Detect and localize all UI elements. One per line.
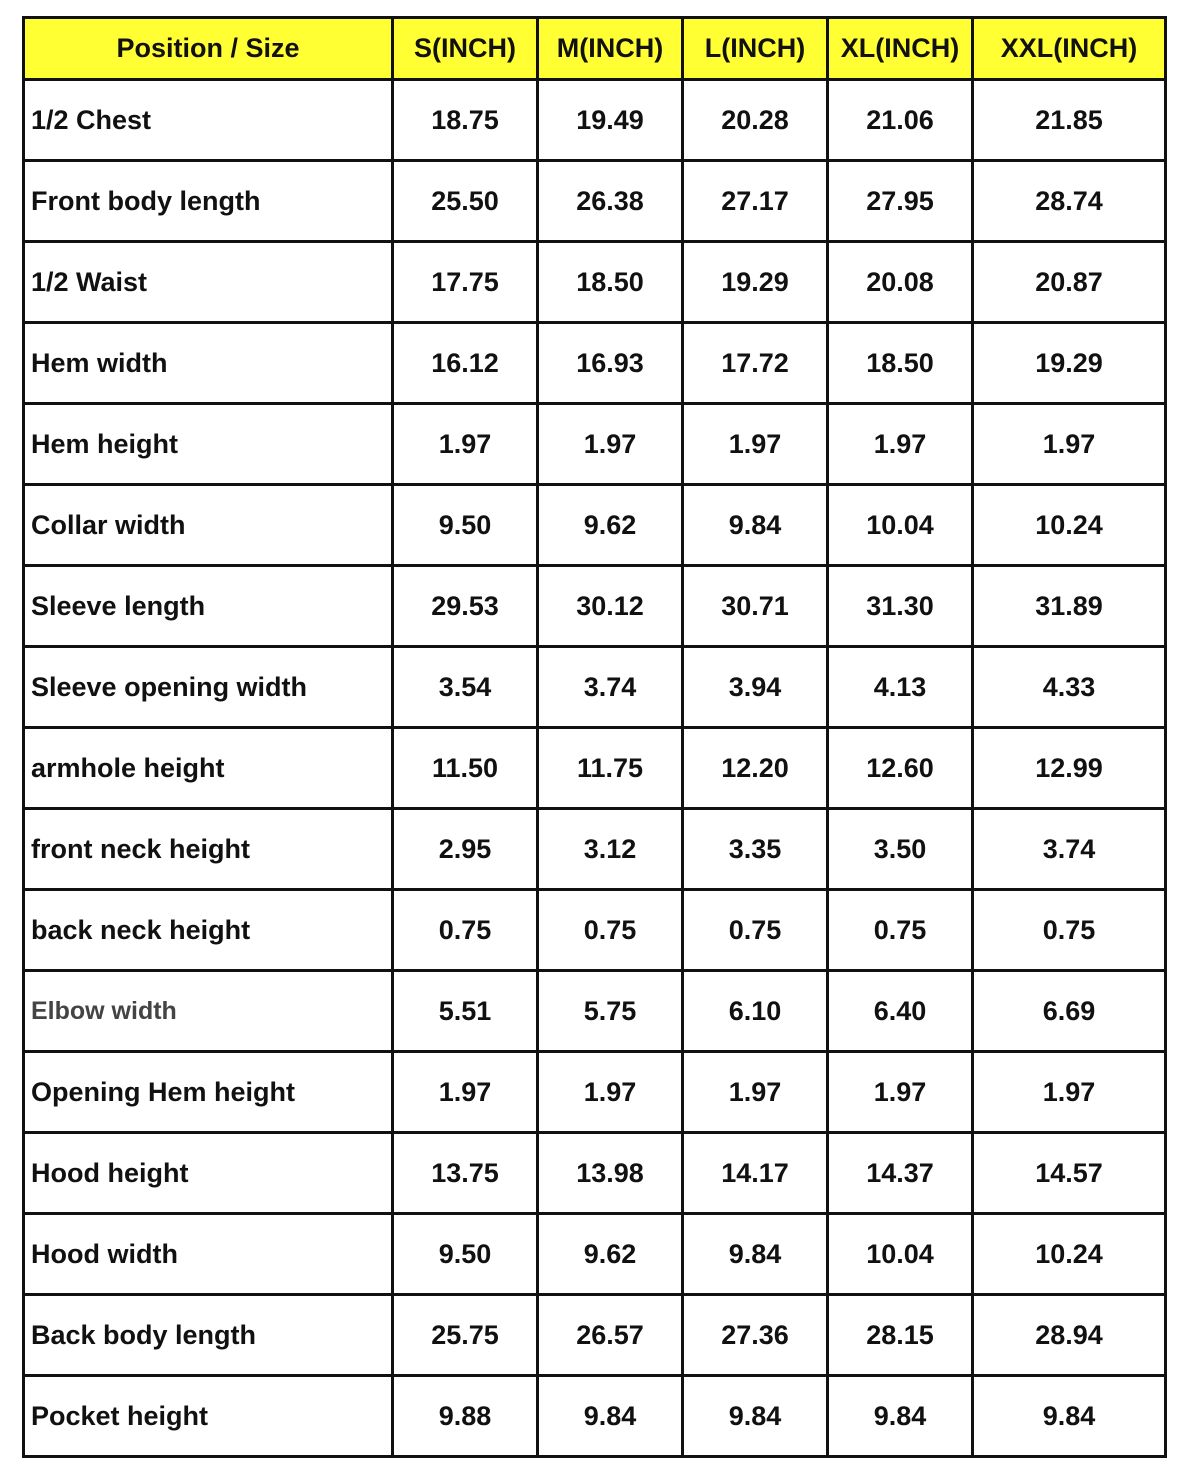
cell-m: 0.75 — [538, 890, 683, 971]
cell-s: 25.50 — [393, 161, 538, 242]
cell-s: 9.50 — [393, 1214, 538, 1295]
cell-xxl: 28.94 — [973, 1295, 1166, 1376]
table-row — [24, 1214, 1166, 1295]
cell-l: 30.71 — [683, 566, 828, 647]
header-size-xl: XL(INCH) — [828, 18, 973, 80]
table-row — [24, 1133, 1166, 1214]
cell-m: 30.12 — [538, 566, 683, 647]
row-label: Elbow width — [24, 971, 393, 1052]
cell-s: 2.95 — [393, 809, 538, 890]
cell-m: 16.93 — [538, 323, 683, 404]
cell-xl: 21.06 — [828, 80, 973, 161]
size-chart-table — [22, 16, 1167, 1458]
cell-xxl: 20.87 — [973, 242, 1166, 323]
cell-l: 12.20 — [683, 728, 828, 809]
cell-s: 13.75 — [393, 1133, 538, 1214]
cell-l: 0.75 — [683, 890, 828, 971]
table-row — [24, 647, 1166, 728]
cell-xxl: 19.29 — [973, 323, 1166, 404]
cell-xl: 1.97 — [828, 1052, 973, 1133]
cell-l: 27.36 — [683, 1295, 828, 1376]
cell-xl: 0.75 — [828, 890, 973, 971]
cell-s: 9.50 — [393, 485, 538, 566]
cell-l: 9.84 — [683, 485, 828, 566]
cell-xxl: 1.97 — [973, 404, 1166, 485]
cell-m: 13.98 — [538, 1133, 683, 1214]
cell-xxl: 12.99 — [973, 728, 1166, 809]
cell-xxl: 1.97 — [973, 1052, 1166, 1133]
row-label: 1/2 Chest — [24, 80, 393, 161]
cell-xxl: 31.89 — [973, 566, 1166, 647]
header-size-xxl: XXL(INCH) — [973, 18, 1166, 80]
cell-s: 0.75 — [393, 890, 538, 971]
cell-l: 1.97 — [683, 404, 828, 485]
cell-xl: 10.04 — [828, 1214, 973, 1295]
table-row — [24, 890, 1166, 971]
cell-xl: 10.04 — [828, 485, 973, 566]
cell-m: 11.75 — [538, 728, 683, 809]
row-label: 1/2 Waist — [24, 242, 393, 323]
header-size-s: S(INCH) — [393, 18, 538, 80]
cell-xl: 18.50 — [828, 323, 973, 404]
cell-xl: 31.30 — [828, 566, 973, 647]
cell-m: 3.74 — [538, 647, 683, 728]
cell-m: 3.12 — [538, 809, 683, 890]
row-label: Sleeve length — [24, 566, 393, 647]
cell-xl: 9.84 — [828, 1376, 973, 1457]
cell-l: 3.35 — [683, 809, 828, 890]
cell-s: 16.12 — [393, 323, 538, 404]
table-row — [24, 1052, 1166, 1133]
cell-l: 3.94 — [683, 647, 828, 728]
row-label: Hood width — [24, 1214, 393, 1295]
cell-l: 6.10 — [683, 971, 828, 1052]
cell-m: 26.38 — [538, 161, 683, 242]
row-label: Pocket height — [24, 1376, 393, 1457]
cell-xl: 14.37 — [828, 1133, 973, 1214]
row-label: front neck height — [24, 809, 393, 890]
table-row — [24, 404, 1166, 485]
cell-s: 17.75 — [393, 242, 538, 323]
cell-m: 1.97 — [538, 1052, 683, 1133]
table-row — [24, 809, 1166, 890]
cell-xxl: 10.24 — [973, 1214, 1166, 1295]
header-size-m: M(INCH) — [538, 18, 683, 80]
table-row — [24, 242, 1166, 323]
cell-xxl: 3.74 — [973, 809, 1166, 890]
cell-m: 19.49 — [538, 80, 683, 161]
row-label: Hem width — [24, 323, 393, 404]
cell-l: 9.84 — [683, 1376, 828, 1457]
row-label: Sleeve opening width — [24, 647, 393, 728]
cell-s: 3.54 — [393, 647, 538, 728]
table-row — [24, 566, 1166, 647]
cell-m: 9.84 — [538, 1376, 683, 1457]
cell-m: 18.50 — [538, 242, 683, 323]
cell-s: 11.50 — [393, 728, 538, 809]
cell-s: 25.75 — [393, 1295, 538, 1376]
cell-xl: 27.95 — [828, 161, 973, 242]
cell-s: 5.51 — [393, 971, 538, 1052]
cell-xxl: 10.24 — [973, 485, 1166, 566]
row-label: Back body length — [24, 1295, 393, 1376]
cell-m: 26.57 — [538, 1295, 683, 1376]
cell-m: 5.75 — [538, 971, 683, 1052]
row-label: Collar width — [24, 485, 393, 566]
cell-xxl: 0.75 — [973, 890, 1166, 971]
cell-s: 1.97 — [393, 1052, 538, 1133]
table-row — [24, 323, 1166, 404]
cell-s: 1.97 — [393, 404, 538, 485]
table-row — [24, 161, 1166, 242]
table-row — [24, 1376, 1166, 1457]
cell-xxl: 21.85 — [973, 80, 1166, 161]
cell-l: 27.17 — [683, 161, 828, 242]
header-position-size: Position / Size — [24, 18, 393, 80]
table-row — [24, 971, 1166, 1052]
row-label: Front body length — [24, 161, 393, 242]
cell-xxl: 28.74 — [973, 161, 1166, 242]
cell-m: 9.62 — [538, 1214, 683, 1295]
cell-m: 9.62 — [538, 485, 683, 566]
cell-xl: 20.08 — [828, 242, 973, 323]
cell-l: 20.28 — [683, 80, 828, 161]
cell-xl: 1.97 — [828, 404, 973, 485]
cell-l: 19.29 — [683, 242, 828, 323]
cell-xxl: 6.69 — [973, 971, 1166, 1052]
cell-xl: 12.60 — [828, 728, 973, 809]
cell-l: 9.84 — [683, 1214, 828, 1295]
row-label: Hem height — [24, 404, 393, 485]
cell-xxl: 14.57 — [973, 1133, 1166, 1214]
cell-xxl: 9.84 — [973, 1376, 1166, 1457]
cell-s: 9.88 — [393, 1376, 538, 1457]
row-label: Opening Hem height — [24, 1052, 393, 1133]
cell-xl: 28.15 — [828, 1295, 973, 1376]
table-row — [24, 728, 1166, 809]
cell-xl: 3.50 — [828, 809, 973, 890]
table-row — [24, 80, 1166, 161]
cell-l: 14.17 — [683, 1133, 828, 1214]
cell-l: 1.97 — [683, 1052, 828, 1133]
row-label: armhole height — [24, 728, 393, 809]
header-row — [24, 18, 1166, 80]
cell-xl: 6.40 — [828, 971, 973, 1052]
cell-xxl: 4.33 — [973, 647, 1166, 728]
cell-s: 18.75 — [393, 80, 538, 161]
row-label: Hood height — [24, 1133, 393, 1214]
cell-s: 29.53 — [393, 566, 538, 647]
table-row — [24, 485, 1166, 566]
cell-m: 1.97 — [538, 404, 683, 485]
cell-l: 17.72 — [683, 323, 828, 404]
header-size-l: L(INCH) — [683, 18, 828, 80]
table-row — [24, 1295, 1166, 1376]
cell-xl: 4.13 — [828, 647, 973, 728]
row-label: back neck height — [24, 890, 393, 971]
